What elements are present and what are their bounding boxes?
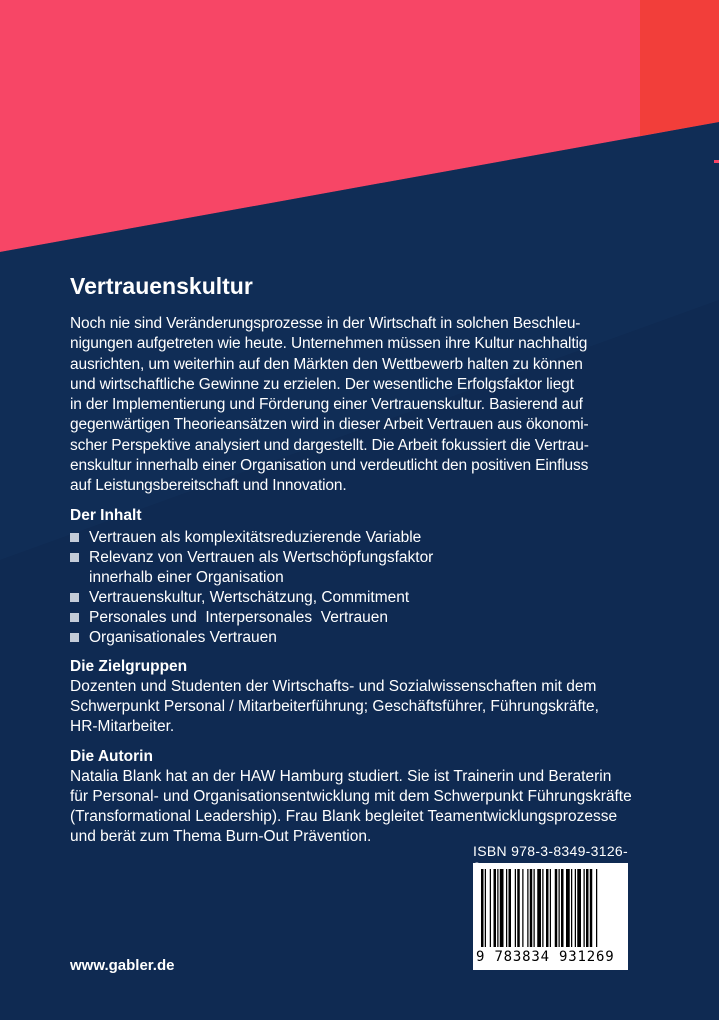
- barcode-bar: [590, 869, 593, 947]
- barcode-bar: [555, 869, 558, 947]
- autorin-line: (Transformational Leadership). Frau Blank begleitet Teamentwicklungsprozesse: [70, 808, 618, 826]
- intro-line: enskultur innerhalb einer Organisation und verdeutlicht den positiven Einfluss: [70, 457, 589, 475]
- list-item-text: Personales und Interpersonales Vertrauen: [89, 608, 388, 626]
- main-text: [70, 272, 660, 848]
- barcode-bar: [509, 869, 512, 947]
- barcode-bar: [596, 869, 597, 947]
- intro-line: auf Leistungsbereitschaft und Innovation.: [70, 477, 347, 495]
- list-item: [70, 608, 660, 628]
- intro-line: in der Implementierung und Förderung einer Vertrauenskultur. Basierend auf: [70, 396, 583, 414]
- barcode-bar: [571, 869, 572, 947]
- zielgruppen-line: Dozenten und Studenten der Wirtschafts- und Sozialwissenschaften mit dem: [70, 677, 597, 695]
- intro-paragraph: [70, 314, 660, 497]
- barcode-bar: [515, 869, 516, 947]
- barcode-bar: [530, 869, 533, 947]
- barcode-bar: [586, 869, 589, 947]
- barcode-bar: [561, 869, 564, 947]
- barcode-digits: 9 783834 931269: [476, 949, 615, 965]
- square-bullet-icon: [70, 533, 79, 542]
- autorin-line: für Personal- und Organisationsentwicklung mit dem Schwerpunkt Führungskräfte: [70, 787, 632, 805]
- autorin-heading: Die Autorin: [70, 747, 153, 765]
- barcode-bar: [506, 869, 507, 947]
- inhalt-heading: Der Inhalt: [70, 506, 142, 524]
- barcode-bar: [584, 869, 585, 947]
- barcode-bars: [481, 869, 621, 949]
- barcode-bar: [481, 869, 484, 947]
- square-bullet-icon: [70, 613, 79, 622]
- list-item-text: Organisationales Vertrauen: [89, 628, 277, 646]
- zielgruppen-text: [70, 677, 660, 738]
- autorin-line: und berät zum Thema Burn-Out Prävention.: [70, 828, 372, 846]
- autorin-line: Natalia Blank hat an der HAW Hamburg studiert. Sie ist Trainerin und Beraterin: [70, 767, 612, 785]
- barcode-bar: [490, 869, 491, 947]
- barcode-bar: [550, 869, 551, 947]
- barcode-bar: [575, 869, 576, 947]
- barcode-bar: [559, 869, 560, 947]
- square-bullet-icon: [70, 593, 79, 602]
- autorin-text: [70, 767, 660, 848]
- list-item-text: Vertrauenskultur, Wertschätzung, Commitment: [89, 588, 410, 606]
- barcode-bar: [546, 869, 549, 947]
- barcode-bar: [485, 869, 486, 947]
- square-bullet-icon: [70, 553, 79, 562]
- list-item: [70, 548, 660, 588]
- barcode-bar: [542, 869, 543, 947]
- intro-line: ausrichten, um weiterhin auf den Märkten den Wettbewerb halten zu können: [70, 355, 583, 373]
- intro-line: und wirtschaftliche Gewinne zu erzielen. Der wesentliche Erfolgsfaktor liegt: [70, 375, 574, 393]
- intro-line: scher Perspektive analysiert und dargestellt. Die Arbeit fokussiert die Vertrau-: [70, 436, 589, 454]
- barcode-bar: [577, 869, 581, 947]
- barcode: [473, 863, 628, 970]
- barcode-bar: [527, 869, 528, 947]
- list-item-text: innerhalb einer Organisation: [89, 568, 284, 586]
- list-item: [70, 528, 660, 548]
- isbn-label: ISBN 978-3-8349-3126-: [473, 843, 628, 859]
- intro-line: Noch nie sind Veränderungsprozesse in der Wirtschaft in solchen Beschleu-: [70, 315, 581, 332]
- barcode-bar: [566, 869, 570, 947]
- square-bullet-icon: [70, 633, 79, 642]
- intro-line: nigungen aufgetreten wie heute. Unternehmen müssen ihre Kultur nachhaltig: [70, 335, 588, 353]
- barcode-bar: [537, 869, 541, 947]
- intro-line: gegenwärtigen Theorieansätzen wird in dieser Arbeit Vertrauen aus ökonomi-: [70, 416, 589, 434]
- list-item: [70, 588, 660, 608]
- barcode-bar: [494, 869, 497, 947]
- barcode-bar: [497, 869, 498, 947]
- publisher-website: www.gabler.de: [70, 957, 175, 974]
- list-item: [70, 628, 660, 648]
- list-item-text: Relevanz von Vertrauen als Wertschöpfungsfaktor: [89, 548, 434, 566]
- inhalt-list: [70, 528, 660, 648]
- barcode-bar: [522, 869, 523, 947]
- book-title: Vertrauenskultur: [70, 273, 253, 299]
- edge-mark: [714, 160, 719, 163]
- zielgruppen-heading: Die Zielgruppen: [70, 657, 188, 675]
- barcode-bar: [500, 869, 504, 947]
- zielgruppen-line: Schwerpunkt Personal / Mitarbeiterführung; Geschäftsführer, Führungskräfte,: [70, 697, 599, 715]
- zielgruppen-line: HR-Mitarbeiter.: [70, 718, 175, 736]
- barcode-bar: [517, 869, 520, 947]
- list-item-text: Vertrauen als komplexitätsreduzierende Variable: [89, 528, 422, 546]
- barcode-bar: [534, 869, 535, 947]
- red-accent: [640, 0, 719, 136]
